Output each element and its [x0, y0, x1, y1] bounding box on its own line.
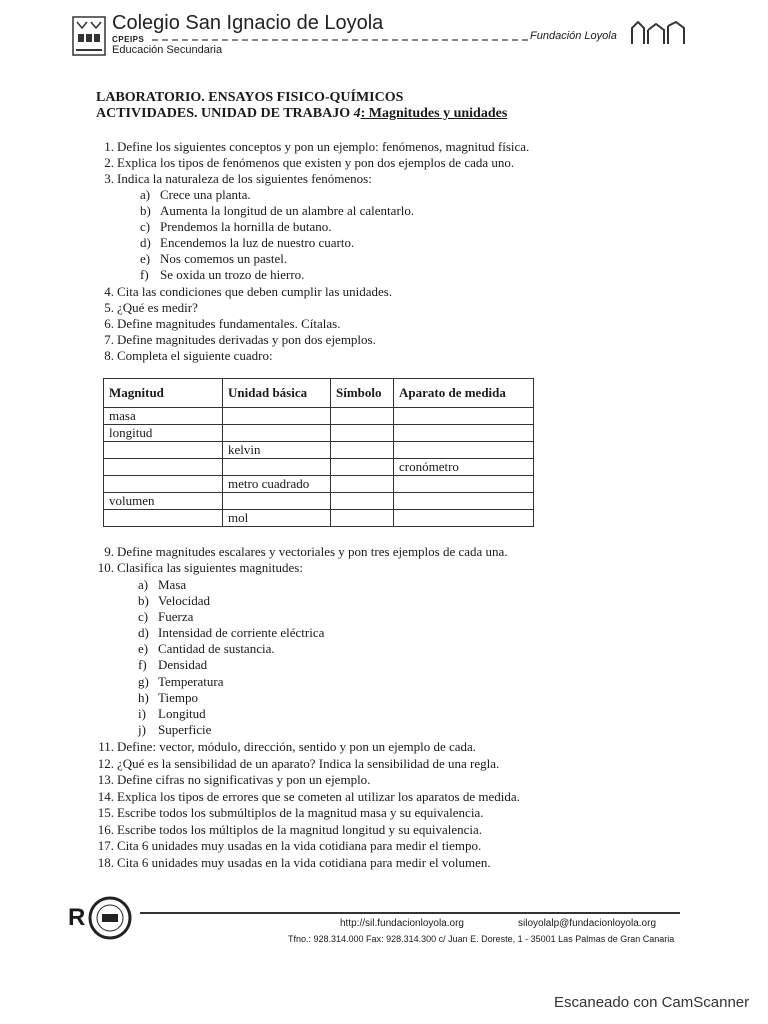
- question-text: Define: vector, módulo, dirección, sentido y pon un ejemplo de cada.: [117, 739, 477, 754]
- question-text: Define magnitudes escalares y vectoriales y pon tres ejemplos de cada una.: [117, 544, 508, 559]
- sub-text: Superficie: [158, 722, 212, 737]
- question-text: Escribe todos los submúltiplos de la magnitud masa y su equivalencia.: [117, 805, 484, 820]
- table-header-row: [104, 379, 534, 408]
- question-number: 3.: [104, 171, 114, 186]
- sub-text: Longitud: [158, 706, 206, 721]
- document-title: LABORATORIO. ENSAYOS FISICO-QUÍMICOS: [96, 90, 404, 105]
- sub-text: Cantidad de sustancia.: [158, 641, 275, 656]
- sub-letter: e): [138, 641, 149, 656]
- sub-letter: h): [138, 690, 149, 705]
- sub-letter: d): [138, 625, 149, 640]
- sub-text: Prendemos la hornilla de butano.: [160, 219, 332, 234]
- table-cell: [331, 459, 394, 476]
- question-number: 8.: [104, 348, 114, 363]
- table-row: [104, 442, 534, 459]
- table-cell: [104, 476, 223, 493]
- question-text: Define los siguientes conceptos y pon un ejemplo: fenómenos, magnitud física.: [117, 139, 530, 154]
- sub-letter: g): [138, 674, 149, 689]
- column-header: Unidad básica: [223, 379, 331, 408]
- table-row: [104, 459, 534, 476]
- table-cell: [331, 408, 394, 425]
- sub-letter: a): [138, 577, 149, 592]
- sub-letter: j): [138, 722, 146, 737]
- sub-text: Aumenta la longitud de un alambre al calentarlo.: [160, 203, 415, 218]
- footer-address: Tfno.: 928.314.000 Fax: 928.314.300 c/ Juan E. Doreste, 1 - 35001 Las Palmas de Gran Canaria: [288, 934, 675, 944]
- school-name: Colegio San Ignacio de Loyola: [112, 12, 384, 34]
- table-row: [104, 476, 534, 493]
- sub-text: Intensidad de corriente eléctrica: [158, 625, 325, 640]
- table-cell: [394, 442, 534, 459]
- sub-letter: a): [140, 187, 151, 202]
- subtitle-subject: : Magnitudes y unidades: [360, 106, 508, 121]
- sub-text: Masa: [158, 577, 187, 592]
- sub-letter: b): [140, 203, 151, 218]
- table-cell: [104, 459, 223, 476]
- table-cell: [104, 510, 223, 527]
- table-cell: [104, 442, 223, 459]
- table-row: [104, 493, 534, 510]
- footer-email[interactable]: siloyolalp@fundacionloyola.org: [518, 918, 657, 929]
- sub-text: Tiempo: [158, 690, 198, 705]
- table-row: [104, 425, 534, 442]
- table-row: [104, 408, 534, 425]
- table-cell: longitud: [104, 425, 223, 442]
- sub-text: Encendemos la luz de nuestro cuarto.: [160, 235, 355, 250]
- table-cell: [331, 493, 394, 510]
- table-cell: [331, 425, 394, 442]
- question-text: Explica los tipos de fenómenos que existen y pon dos ejemplos de cada uno.: [117, 155, 515, 170]
- column-header: Símbolo: [331, 379, 394, 408]
- question-text: Define cifras no significativas y pon un ejemplo.: [117, 772, 371, 787]
- sub-letter: e): [140, 251, 151, 266]
- question-number: 2.: [104, 155, 114, 170]
- sub-letter: i): [138, 706, 146, 721]
- table-cell: mol: [223, 510, 331, 527]
- question-number: 10.: [97, 560, 114, 575]
- section-label: Educación Secundaria: [112, 44, 223, 56]
- question-text: Define magnitudes derivadas y pon dos ejemplos.: [117, 332, 376, 347]
- sub-text: Fuerza: [158, 609, 194, 624]
- question-text: Explica los tipos de errores que se cometen al utilizar los aparatos de medida.: [117, 789, 520, 804]
- sub-text: Se oxida un trozo de hierro.: [160, 267, 305, 282]
- table-cell: masa: [104, 408, 223, 425]
- table-cell: [223, 459, 331, 476]
- sub-letter: c): [140, 219, 151, 234]
- question-number: 11.: [98, 739, 114, 754]
- footer-divider: [140, 912, 680, 914]
- question-number: 15.: [97, 805, 114, 820]
- table-cell: [394, 476, 534, 493]
- question-number: 13.: [97, 772, 114, 787]
- unit-number: 4: [353, 106, 361, 121]
- sub-text: Nos comemos un pastel.: [160, 251, 288, 266]
- table-cell: [394, 510, 534, 527]
- question-number: 6.: [104, 316, 114, 331]
- question-number: 4.: [104, 284, 114, 299]
- table-cell: cronómetro: [394, 459, 534, 476]
- question-number: 7.: [104, 332, 114, 347]
- table-cell: metro cuadrado: [223, 476, 331, 493]
- question-text: Cita 6 unidades muy usadas en la vida cotidiana para medir el tiempo.: [117, 838, 482, 853]
- question-text: Indica la naturaleza de los siguientes fenómenos:: [117, 171, 372, 186]
- footer-logo-r: R: [68, 904, 86, 931]
- table-cell: kelvin: [223, 442, 331, 459]
- school-logo: [72, 16, 106, 56]
- sub-letter: c): [138, 609, 149, 624]
- column-header: Magnitud: [104, 379, 223, 408]
- question-text: Define magnitudes fundamentales. Cítalas.: [117, 316, 341, 331]
- foundation-label: Fundación Loyola: [530, 30, 617, 42]
- sub-text: Crece una planta.: [160, 187, 251, 202]
- table-cell: [394, 493, 534, 510]
- sub-letter: f): [138, 657, 147, 672]
- table-row: [104, 510, 534, 527]
- question-number: 9.: [104, 544, 114, 559]
- cpeips-label: CPEIPS: [112, 35, 145, 44]
- sub-text: Temperatura: [158, 674, 224, 689]
- table-cell: [223, 493, 331, 510]
- table-cell: [331, 476, 394, 493]
- footer-website[interactable]: http://sil.fundacionloyola.org: [340, 918, 464, 929]
- question-text: Cita 6 unidades muy usadas en la vida cotidiana para medir el volumen.: [117, 855, 491, 870]
- enet-seal-icon: [88, 896, 132, 940]
- table-cell: [394, 425, 534, 442]
- question-number: 12.: [97, 756, 114, 771]
- sub-letter: f): [140, 267, 149, 282]
- question-number: 14.: [97, 789, 114, 804]
- table-cell: [394, 408, 534, 425]
- question-text: Escribe todos los múltiplos de la magnitud longitud y su equivalencia.: [117, 822, 483, 837]
- question-text: Clasifica las siguientes magnitudes:: [117, 560, 303, 575]
- sub-letter: d): [140, 235, 151, 250]
- table-cell: [223, 408, 331, 425]
- question-text: Completa el siguiente cuadro:: [117, 348, 273, 363]
- document-subtitle: [96, 106, 507, 122]
- table-cell: [331, 442, 394, 459]
- header-divider: [152, 39, 528, 41]
- question-text: ¿Qué es la sensibilidad de un aparato? Indica la sensibilidad de una regla.: [117, 756, 500, 771]
- column-header: Aparato de medida: [394, 379, 534, 408]
- sub-text: Velocidad: [158, 593, 210, 608]
- question-number: 18.: [97, 855, 114, 870]
- question-number: 1.: [104, 139, 114, 154]
- question-text: ¿Qué es medir?: [117, 300, 198, 315]
- sub-letter: b): [138, 593, 149, 608]
- table-cell: [331, 510, 394, 527]
- question-number: 17.: [97, 838, 114, 853]
- magnitudes-table: [103, 378, 534, 527]
- camscanner-watermark: Escaneado con CamScanner: [554, 994, 750, 1011]
- foundation-logo: [630, 18, 685, 46]
- question-text: Cita las condiciones que deben cumplir las unidades.: [117, 284, 393, 299]
- question-number: 16.: [97, 822, 114, 837]
- sub-text: Densidad: [158, 657, 208, 672]
- table-cell: [223, 425, 331, 442]
- question-number: 5.: [104, 300, 114, 315]
- table-cell: volumen: [104, 493, 223, 510]
- subtitle-prefix: ACTIVIDADES. UNIDAD DE TRABAJO: [96, 106, 351, 121]
